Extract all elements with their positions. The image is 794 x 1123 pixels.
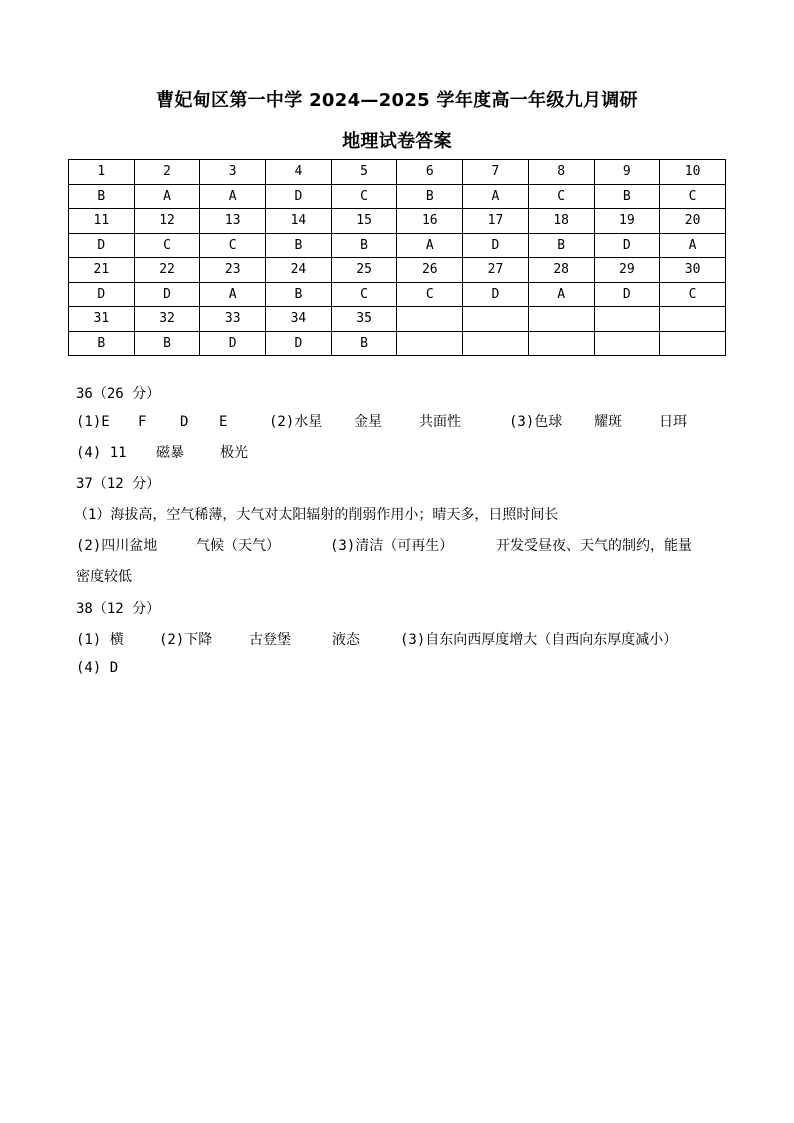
answer-cell: A <box>397 233 463 258</box>
answer-cell: D <box>463 233 529 258</box>
answer-cell: C <box>200 233 266 258</box>
question-number-row <box>69 307 726 332</box>
q36-line-1 <box>76 411 687 431</box>
question-number-cell: 25 <box>331 258 397 283</box>
question-number-cell: 11 <box>69 209 135 234</box>
answer-cell: B <box>69 331 135 356</box>
question-number-cell: 12 <box>134 209 200 234</box>
answer-cell <box>660 331 726 356</box>
answer-cell: B <box>69 184 135 209</box>
q38-line-1 <box>76 629 677 649</box>
q37-line-3: 密度较低 <box>76 569 132 585</box>
question-number-cell: 18 <box>528 209 594 234</box>
question-number-cell: 22 <box>134 258 200 283</box>
q36-item: F <box>138 414 147 430</box>
q36-item: 磁暴 <box>156 445 184 461</box>
question-number-cell: 21 <box>69 258 135 283</box>
q38-item: 液态 <box>332 632 360 648</box>
answer-cell <box>528 331 594 356</box>
answer-cell: B <box>594 184 660 209</box>
page-title: 曹妃甸区第一中学 2024—2025 学年度高一年级九月调研 <box>156 90 638 111</box>
q38-item: (2)下降 <box>159 632 213 648</box>
question-number-cell: 14 <box>266 209 332 234</box>
question-number-cell: 27 <box>463 258 529 283</box>
q36-item: 共面性 <box>419 414 461 430</box>
question-number-cell: 31 <box>69 307 135 332</box>
q38-heading: 38（12 分） <box>76 601 161 617</box>
question-number-cell: 28 <box>528 258 594 283</box>
q36-item: (2)水星 <box>269 414 323 430</box>
q37-item: (2)四川盆地 <box>76 538 158 554</box>
q36-item: 耀斑 <box>594 414 622 430</box>
answer-cell: D <box>69 282 135 307</box>
answer-cell: D <box>69 233 135 258</box>
answer-cell: C <box>660 282 726 307</box>
answer-cell: B <box>397 184 463 209</box>
q36-item: 金星 <box>354 414 382 430</box>
answer-cell: A <box>528 282 594 307</box>
answer-letter-row <box>69 282 726 307</box>
answer-table <box>68 159 726 356</box>
answer-cell: C <box>397 282 463 307</box>
answer-cell: A <box>200 282 266 307</box>
q37-line-2 <box>76 535 692 555</box>
answer-cell <box>594 331 660 356</box>
q38-item: 古登堡 <box>249 632 291 648</box>
answer-cell: C <box>331 184 397 209</box>
question-number-cell: 24 <box>266 258 332 283</box>
answer-cell: A <box>134 184 200 209</box>
answer-cell: A <box>463 184 529 209</box>
question-number-cell: 3 <box>200 160 266 185</box>
q36-item: E <box>219 414 228 430</box>
answer-letter-row <box>69 331 726 356</box>
q38-line-2: (4) D <box>76 660 119 676</box>
question-number-cell <box>660 307 726 332</box>
question-number-cell: 17 <box>463 209 529 234</box>
q37-item: 开发受昼夜、天气的制约，能量 <box>496 538 692 554</box>
q36-line-2 <box>76 442 248 462</box>
answer-cell: C <box>528 184 594 209</box>
q36-item: D <box>180 414 189 430</box>
question-number-cell <box>594 307 660 332</box>
question-number-cell: 2 <box>134 160 200 185</box>
answer-cell: B <box>528 233 594 258</box>
question-number-cell: 4 <box>266 160 332 185</box>
question-number-cell: 26 <box>397 258 463 283</box>
answer-cell: D <box>266 331 332 356</box>
q36-item: 极光 <box>220 445 248 461</box>
question-number-cell: 10 <box>660 160 726 185</box>
answer-cell: D <box>134 282 200 307</box>
q37-item: 气候（天气） <box>196 538 280 554</box>
answer-cell: D <box>594 233 660 258</box>
question-number-cell <box>463 307 529 332</box>
question-number-cell <box>397 307 463 332</box>
answer-cell: D <box>594 282 660 307</box>
answer-cell: A <box>660 233 726 258</box>
answer-cell: D <box>266 184 332 209</box>
answer-cell: D <box>463 282 529 307</box>
question-number-cell: 5 <box>331 160 397 185</box>
question-number-cell: 19 <box>594 209 660 234</box>
question-number-cell: 29 <box>594 258 660 283</box>
question-number-cell: 20 <box>660 209 726 234</box>
q36-item: (1)E <box>76 414 110 430</box>
question-number-row <box>69 209 726 234</box>
question-number-cell: 30 <box>660 258 726 283</box>
answer-cell: B <box>331 331 397 356</box>
answer-cell: C <box>660 184 726 209</box>
q37-heading: 37（12 分） <box>76 476 161 492</box>
question-number-cell: 6 <box>397 160 463 185</box>
answer-letter-row <box>69 233 726 258</box>
q38-item: (1) 横 <box>76 632 124 648</box>
answer-cell: D <box>200 331 266 356</box>
q37-line-1: （1）海拔高，空气稀薄，大气对太阳辐射的削弱作用小；晴天多，日照时间长 <box>74 507 559 523</box>
question-number-cell: 16 <box>397 209 463 234</box>
q36-item: 日珥 <box>659 414 687 430</box>
question-number-cell: 1 <box>69 160 135 185</box>
answer-cell: A <box>200 184 266 209</box>
q36-item: (4) 11 <box>76 445 127 461</box>
q36-heading: 36（26 分） <box>76 386 161 402</box>
q37-item: (3)清洁（可再生） <box>330 538 454 554</box>
question-number-row <box>69 160 726 185</box>
question-number-cell: 32 <box>134 307 200 332</box>
question-number-cell: 23 <box>200 258 266 283</box>
page-subtitle: 地理试卷答案 <box>342 131 452 152</box>
question-number-cell: 8 <box>528 160 594 185</box>
answer-cell <box>397 331 463 356</box>
answer-cell <box>463 331 529 356</box>
answer-cell: B <box>331 233 397 258</box>
answer-cell: B <box>134 331 200 356</box>
question-number-cell: 34 <box>266 307 332 332</box>
q38-item: (3)自东向西厚度增大（自西向东厚度减小） <box>400 632 678 648</box>
question-number-cell: 33 <box>200 307 266 332</box>
question-number-cell: 7 <box>463 160 529 185</box>
answer-cell: C <box>134 233 200 258</box>
question-number-row <box>69 258 726 283</box>
question-number-cell: 9 <box>594 160 660 185</box>
question-number-cell: 15 <box>331 209 397 234</box>
answer-letter-row <box>69 184 726 209</box>
answer-cell: B <box>266 282 332 307</box>
answer-cell: C <box>331 282 397 307</box>
answer-cell: B <box>266 233 332 258</box>
question-number-cell: 35 <box>331 307 397 332</box>
question-number-cell: 13 <box>200 209 266 234</box>
question-number-cell <box>528 307 594 332</box>
q36-item: (3)色球 <box>509 414 563 430</box>
